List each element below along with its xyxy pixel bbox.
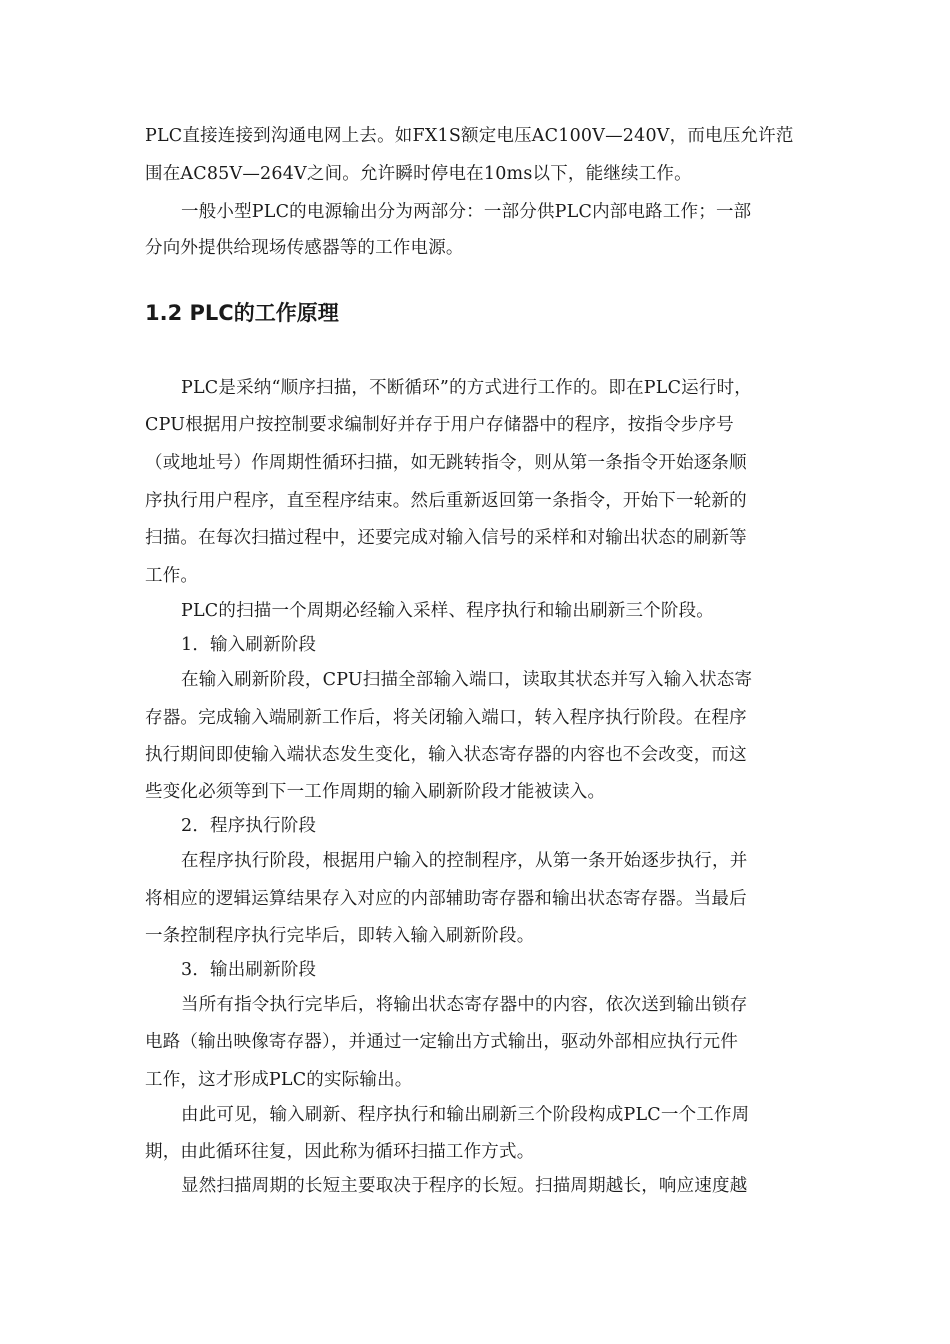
list-heading: 3．输出刷新阶段 [181, 960, 317, 980]
paragraph-line: 一般小型PLC的电源输出分为两部分：一部分供PLC内部电路工作；一部 [181, 202, 752, 222]
paragraph-line: 工作。 [145, 566, 199, 586]
paragraph-line: PLC是采纳“顺序扫描，不断循环”的方式进行工作的。即在PLC运行时， [181, 378, 752, 398]
paragraph-line: 显然扫描周期的长短主要取决于程序的长短。扫描周期越长，响应速度越 [181, 1176, 748, 1196]
list-heading: 1．输入刷新阶段 [181, 635, 317, 655]
paragraph-line: 扫描。在每次扫描过程中，还要完成对输入信号的采样和对输出状态的刷新等 [145, 528, 747, 548]
paragraph-line: （或地址号）作周期性循环扫描，如无跳转指令，则从第一条指令开始逐条顺 [145, 453, 747, 473]
list-heading: 2．程序执行阶段 [181, 816, 317, 836]
paragraph-line: 序执行用户程序，直至程序结束。然后重新返回第一条指令，开始下一轮新的 [145, 491, 747, 511]
paragraph-line: 期，由此循环往复，因此称为循环扫描工作方式。 [145, 1142, 535, 1162]
paragraph-line: 一条控制程序执行完毕后，即转入输入刷新阶段。 [145, 926, 535, 946]
paragraph-line: 工作，这才形成PLC的实际输出。 [145, 1070, 413, 1090]
paragraph-line: PLC的扫描一个周期必经输入采样、程序执行和输出刷新三个阶段。 [181, 601, 714, 621]
paragraph-line: CPU根据用户按控制要求编制好并存于用户存储器中的程序，按指令步序号 [145, 415, 734, 435]
paragraph-line: 些变化必须等到下一工作周期的输入刷新阶段才能被读入。 [145, 782, 606, 802]
paragraph-line: 分向外提供给现场传感器等的工作电源。 [145, 238, 464, 258]
paragraph-line: 存器。完成输入端刷新工作后，将关闭输入端口，转入程序执行阶段。在程序 [145, 708, 747, 728]
paragraph-line: 围在AC85V—264V之间。允许瞬时停电在10ms以下，能继续工作。 [145, 164, 692, 184]
section-heading: 1.2 PLC的工作原理 [145, 301, 339, 325]
paragraph-line: 电路（输出映像寄存器），并通过一定输出方式输出，驱动外部相应执行元件 [145, 1032, 739, 1052]
paragraph-line: 由此可见，输入刷新、程序执行和输出刷新三个阶段构成PLC一个工作周 [181, 1105, 750, 1125]
paragraph-line: 在输入刷新阶段，CPU扫描全部输入端口，读取其状态并写入输入状态寄 [181, 670, 753, 690]
paragraph-line: 执行期间即使输入端状态发生变化，输入状态寄存器的内容也不会改变，而这 [145, 745, 747, 765]
paragraph-line: PLC直接连接到沟通电网上去。如FX1S额定电压AC100V—240V，而电压允许范 [145, 126, 794, 146]
paragraph-line: 将相应的逻辑运算结果存入对应的内部辅助寄存器和输出状态寄存器。当最后 [145, 889, 747, 909]
paragraph-line: 当所有指令执行完毕后，将输出状态寄存器中的内容，依次送到输出锁存 [181, 995, 748, 1015]
paragraph-line: 在程序执行阶段，根据用户输入的控制程序，从第一条开始逐步执行，并 [181, 851, 748, 871]
